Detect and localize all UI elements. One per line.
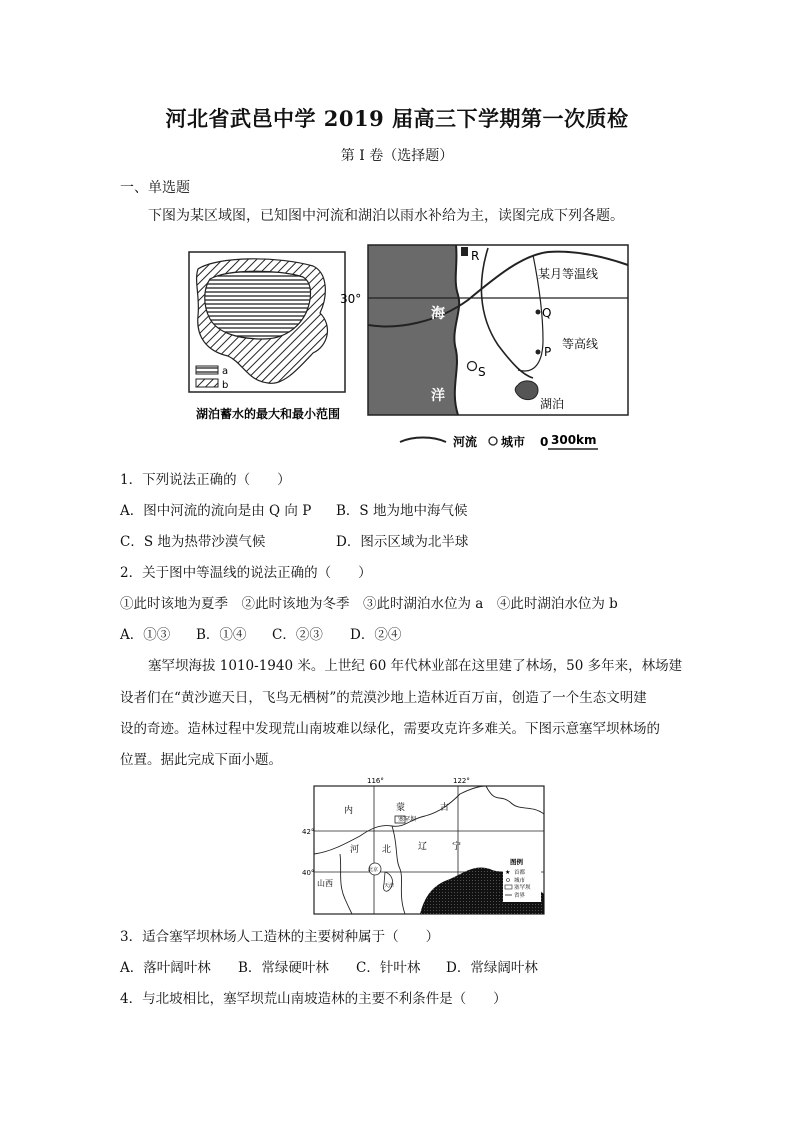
q1-option-c[interactable]: C．S 地为热带沙漠气候 — [120, 534, 266, 550]
he-label: 河 — [350, 845, 360, 855]
liao-label: 辽 — [418, 842, 428, 852]
river-line — [481, 248, 533, 378]
intro2-line-2: 设者们在“黄沙遮天日，飞鸟无栖树”的荒漠沙地上造林近百万亩，创造了一个生态文明建 — [120, 690, 647, 706]
gu-label: 古 — [440, 803, 450, 813]
city-s-marker — [468, 362, 477, 371]
q2-option-a[interactable]: A．①③ — [120, 627, 171, 643]
scale-value: 300km — [551, 433, 597, 447]
legend-a-swatch — [196, 366, 218, 374]
q3-stem: 3．适合塞罕坝林场人工造林的主要树种属于（ ） — [120, 929, 440, 945]
meng-label: 蒙 — [396, 803, 406, 813]
nei-label: 内 — [344, 806, 354, 816]
legend-border-label: 省界 — [514, 893, 526, 899]
label-q: Q — [542, 306, 552, 320]
isotherm-label: 某月等温线 — [538, 267, 599, 281]
sea-char-2: 洋 — [431, 388, 445, 404]
region-map-figure — [338, 240, 638, 455]
lat-42-label: 42° — [302, 828, 315, 836]
legend-a-label: a — [222, 366, 229, 377]
sea-char-1: 海 — [431, 306, 445, 322]
legend-city-label-2: 城市 — [514, 878, 526, 884]
lat-40-label: 40° — [302, 869, 315, 877]
point-q-marker — [536, 310, 541, 315]
q3-option-d[interactable]: D．常绿阔叶林 — [446, 960, 538, 976]
bei-label: 北 — [382, 845, 392, 855]
inset-caption: 湖泊蓄水的最大和最小范围 — [195, 407, 341, 421]
q2-option-c[interactable]: C．②③ — [272, 627, 323, 643]
intro2-line-1: 塞罕坝海拔 1010-1940 米。上世纪 60 年代林业部在这里建了林场，50 多年来，林场建 — [148, 658, 683, 674]
lake-shape — [515, 381, 538, 400]
legend-city-label: 城市 — [501, 435, 526, 449]
q3-option-a[interactable]: A．落叶阔叶林 — [120, 960, 211, 976]
intro2-line-4: 位置。据此完成下面小题。 — [120, 752, 282, 768]
ocean-area — [368, 245, 459, 415]
legend-b-label: b — [222, 380, 229, 391]
lon-116-label: 116° — [367, 777, 384, 785]
q2-statements: ①此时该地为夏季 ②此时该地为冬季 ③此时湖泊水位为 a ④此时湖泊水位为 b — [120, 596, 618, 612]
label-s: S — [478, 365, 486, 379]
q1-option-b[interactable]: B．S 地为地中海气候 — [336, 503, 468, 519]
legend-capital-label: 首都 — [514, 870, 526, 876]
city-r-marker — [461, 247, 468, 256]
page-title: 河北省武邑中学 2019 届高三下学期第一次质检 — [165, 106, 629, 131]
legend-b-swatch — [196, 379, 218, 387]
ning-label: 宁 — [452, 842, 462, 852]
legend-river-label: 河流 — [453, 435, 478, 449]
q1-option-a[interactable]: A．图中河流的流向是由 Q 向 P — [120, 503, 312, 519]
lon-122-label: 122° — [453, 777, 470, 785]
saihanba-map-figure — [300, 774, 560, 918]
point-p-marker — [536, 350, 541, 355]
q4-stem: 4．与北坡相比，塞罕坝荒山南坡造林的主要不利条件是（ ） — [120, 991, 507, 1007]
q2-option-d[interactable]: D．②④ — [350, 627, 402, 643]
latitude-label: 30° — [340, 292, 362, 306]
lake-label: 湖泊 — [540, 397, 565, 411]
legend-saihanba-icon — [505, 885, 512, 889]
q3-option-b[interactable]: B．常绿硬叶林 — [238, 960, 329, 976]
map2-legend-title: 图例 — [510, 858, 523, 866]
scale-zero: 0 — [540, 435, 549, 449]
legend-capital-icon: ★ — [505, 869, 511, 876]
intro-text-1: 下图为某区域图，已知图中河流和湖泊以雨水补给为主，读图完成下列各题。 — [148, 208, 624, 224]
q1-option-d[interactable]: D．图示区域为北半球 — [336, 534, 469, 550]
saihanba-label: 塞罕坝 — [398, 816, 417, 823]
tianjin-label: 天津 — [384, 883, 395, 889]
label-p: P — [544, 345, 552, 359]
section-heading: 一、单选题 — [120, 180, 190, 196]
q2-option-b[interactable]: B．①④ — [196, 627, 247, 643]
q3-option-c[interactable]: C．针叶林 — [356, 960, 421, 976]
q2-stem: 2．关于图中等温线的说法正确的（ ） — [120, 565, 372, 581]
contour-label: 等高线 — [562, 337, 599, 351]
intro2-line-3: 设的奇迹。造林过程中发现荒山南坡难以绿化，需要攻克许多难关。下图示意塞罕坝林场的 — [120, 721, 660, 737]
legend-river-symbol — [400, 438, 446, 443]
page-subtitle: 第 I 卷（选择题） — [340, 148, 454, 164]
shanxi-label: 山西 — [317, 879, 333, 888]
lake-inset-figure — [188, 251, 348, 431]
coastline — [454, 245, 459, 415]
label-r: R — [471, 249, 480, 263]
legend-saihanba-label: 塞罕坝 — [514, 885, 531, 891]
q1-stem: 1．下列说法正确的（ ） — [120, 472, 291, 488]
legend-city-symbol — [489, 437, 497, 445]
beijing-label: 北京 — [368, 867, 379, 873]
legend-city-icon — [507, 879, 510, 882]
